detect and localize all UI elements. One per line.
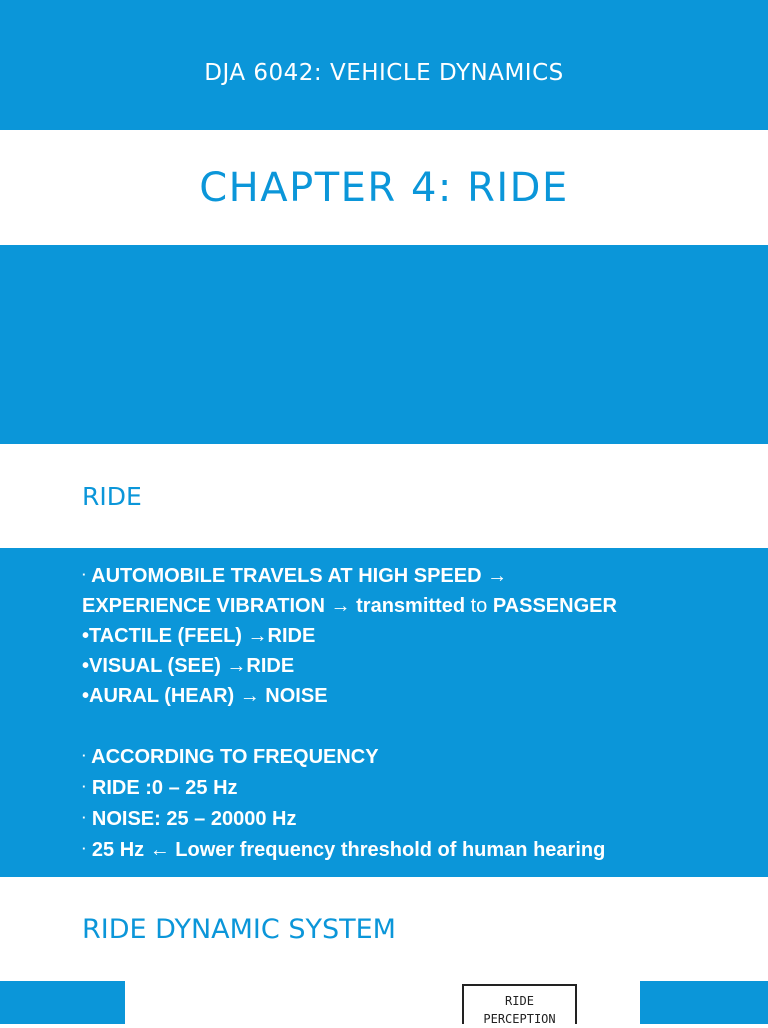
bullet-text: ACCORDING TO FREQUENCY: [86, 746, 379, 768]
bullet-text: 25 Hz ← Lower frequency threshold of human hearing: [86, 839, 606, 861]
perception-box-line2: PERCEPTION: [483, 1012, 556, 1026]
bullet-text: PASSENGER: [492, 595, 617, 617]
ride-bullet-line: [82, 711, 742, 741]
bullet-marker: ·: [82, 810, 87, 825]
bullet-text: •TACTILE (FEEL) →RIDE: [82, 625, 316, 647]
bullet-text: transmitted: [356, 595, 466, 617]
right-accent-block: [640, 981, 768, 1024]
bullet-text: RIDE :0 – 25 Hz: [86, 777, 238, 799]
ride-perception-box: [462, 984, 577, 1024]
course-title: DJA 6042: VEHICLE DYNAMICS: [204, 60, 564, 86]
bullet-text: NOISE: 25 – 20000 Hz: [86, 808, 297, 830]
ride-bullet-line: [82, 834, 742, 865]
ride-bullet-line: [82, 803, 742, 834]
bullet-marker: ·: [82, 779, 87, 794]
perception-box-line1: RIDE: [505, 994, 534, 1008]
ride-bullet-line: [82, 681, 742, 711]
blank-accent-band: [0, 245, 768, 444]
bullet-marker: ·: [82, 567, 87, 582]
ride-bullet-line: [82, 651, 742, 681]
left-accent-block: [0, 981, 125, 1024]
ride-bullet-line: [82, 560, 742, 591]
bullet-text: •VISUAL (SEE) →RIDE: [82, 655, 295, 677]
ride-section-heading: RIDE: [82, 482, 142, 511]
bullet-marker: ·: [82, 748, 87, 763]
ride-bullet-line: [82, 591, 742, 621]
ride-bullet-line: [82, 621, 742, 651]
bullet-text: to: [465, 595, 493, 617]
ride-bullet-line: [82, 741, 742, 772]
ride-bullet-list: [82, 560, 742, 865]
ride-bullet-line: [82, 772, 742, 803]
bullet-marker: ·: [82, 841, 87, 856]
bullet-text: •AURAL (HEAR) → NOISE: [82, 685, 328, 707]
chapter-title: CHAPTER 4: RIDE: [199, 165, 569, 211]
bullet-text: EXPERIENCE VIBRATION →: [82, 595, 357, 617]
bullet-text: AUTOMOBILE TRAVELS AT HIGH SPEED →: [86, 565, 508, 587]
ride-dynamic-system-heading: RIDE DYNAMIC SYSTEM: [82, 914, 396, 945]
